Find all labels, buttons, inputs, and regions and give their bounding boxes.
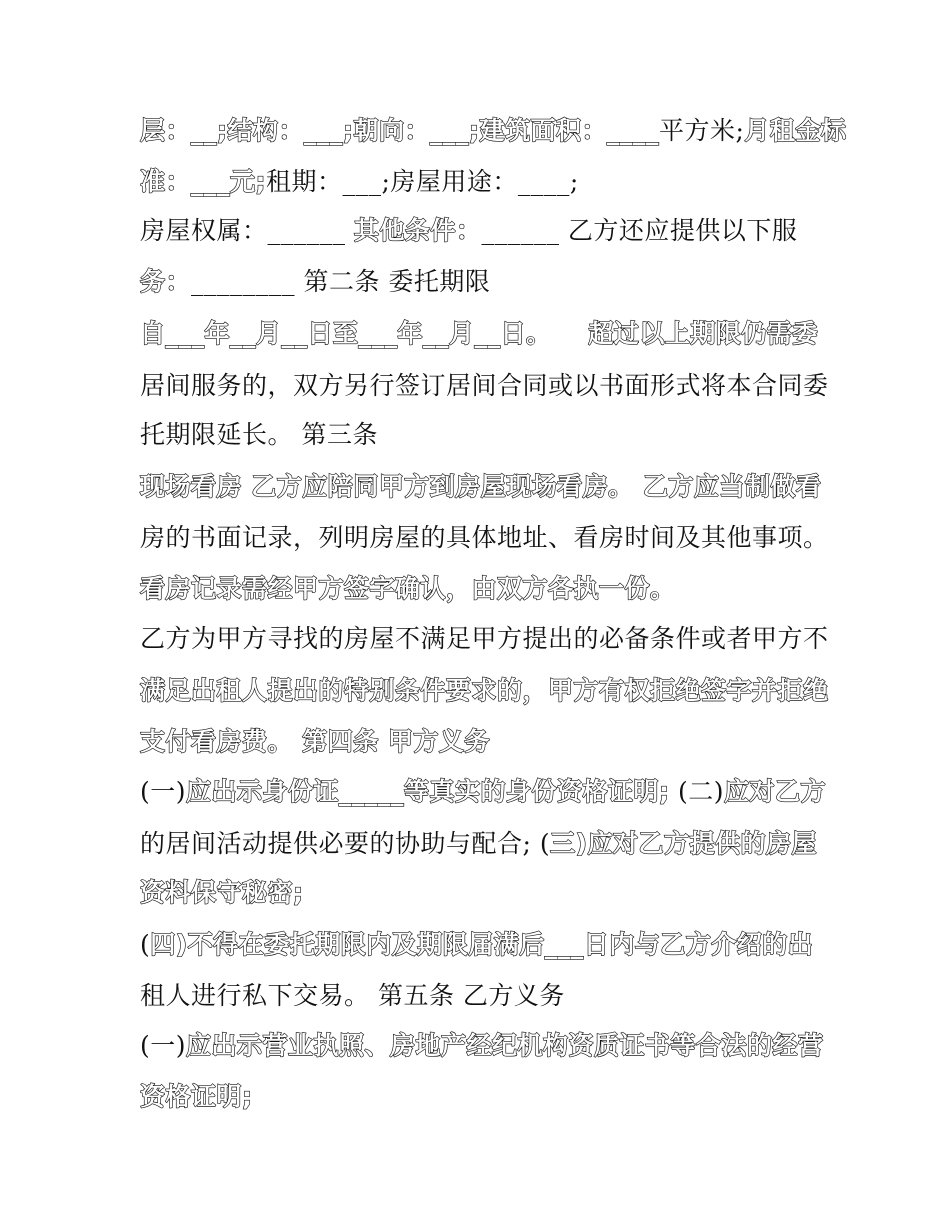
text-line xyxy=(140,314,830,354)
text-segment: 现场看房 乙方应陪同甲方到房屋现场看房。 乙方应当制做看 xyxy=(140,472,822,501)
text-segment: 四)不得在委托期限内及期限届满后___日内与乙方介绍的出 xyxy=(150,930,814,959)
text-line xyxy=(140,162,830,202)
text-segment: 乙方为甲方寻找的房屋不满足甲方提出的必备条件或者甲方不 xyxy=(140,624,829,653)
text-segment: 准：___元; xyxy=(140,167,266,196)
text-line xyxy=(140,1026,830,1066)
text-line xyxy=(140,925,830,965)
text-line xyxy=(140,671,830,711)
text-segment: ( xyxy=(140,930,151,959)
text-line xyxy=(140,111,847,151)
text-segment: ________ 第二条 委托期限 xyxy=(191,267,491,296)
text-segment: 租人进行私下交易。 第五条 乙方义务 xyxy=(140,981,565,1010)
text-line xyxy=(140,772,830,812)
text-segment: 的居间活动提供必要的协助与配合; ( xyxy=(140,829,551,858)
text-segment: (一) xyxy=(140,777,187,806)
text-segment: 自___年__月__日至___年__月__日。 超过以上期限仍需委 xyxy=(140,319,818,348)
text-segment: 支付看房费。 第四条 甲方义务 xyxy=(140,727,490,756)
text-segment: 满足出租人提出的特别条件要求的，甲方有权拒绝签字并拒绝 xyxy=(140,676,829,705)
text-line xyxy=(140,976,830,1016)
text-line xyxy=(140,722,830,762)
text-segment: 看房记录需经甲方签字确认，由双方各执一份。 xyxy=(140,574,676,603)
text-segment: 三)应对乙方提供的房屋 xyxy=(550,829,818,858)
text-segment: 平方米; xyxy=(659,116,745,145)
text-segment: 租期：___;房屋用途：____; xyxy=(266,167,579,196)
text-segment: ______ 乙方还应提供以下服 xyxy=(481,216,798,245)
text-segment: 应出示营业执照、房地产经纪机构资质证书等合法的经营 xyxy=(186,1031,824,1060)
text-line xyxy=(140,262,830,302)
text-segment: 层：__;结构：___;朝向：___;建筑面积：____ xyxy=(140,116,659,145)
text-segment: 应对乙方 xyxy=(723,777,826,806)
text-segment: 托期限延长。 第三条 xyxy=(140,420,378,449)
text-segment: 务： xyxy=(140,267,192,296)
text-line xyxy=(140,366,830,406)
text-line xyxy=(140,211,830,251)
text-segment: 房屋权属：______ xyxy=(140,216,354,245)
text-segment: 月租金标 xyxy=(744,116,847,145)
text-segment: 资料保守秘密; xyxy=(140,878,304,907)
text-segment: (二) xyxy=(669,777,724,806)
text-line xyxy=(140,415,830,455)
text-segment: 居间服务的，双方另行签订居间合同或以书面形式将本合同委 xyxy=(140,371,829,400)
text-line xyxy=(140,824,830,864)
text-line xyxy=(140,467,830,507)
text-line xyxy=(140,518,830,558)
text-segment: 资格证明; xyxy=(140,1082,253,1111)
text-line xyxy=(140,619,830,659)
text-segment: 房的书面记录，列明房屋的具体地址、看房时间及其他事项。 xyxy=(140,523,829,552)
text-line xyxy=(140,1077,830,1117)
text-segment: (一) xyxy=(140,1031,187,1060)
text-line xyxy=(140,873,830,913)
text-segment: 其他条件： xyxy=(353,216,482,245)
text-segment: 应出示身份证_____等真实的身份资格证明; xyxy=(186,777,670,806)
text-line xyxy=(140,569,830,609)
